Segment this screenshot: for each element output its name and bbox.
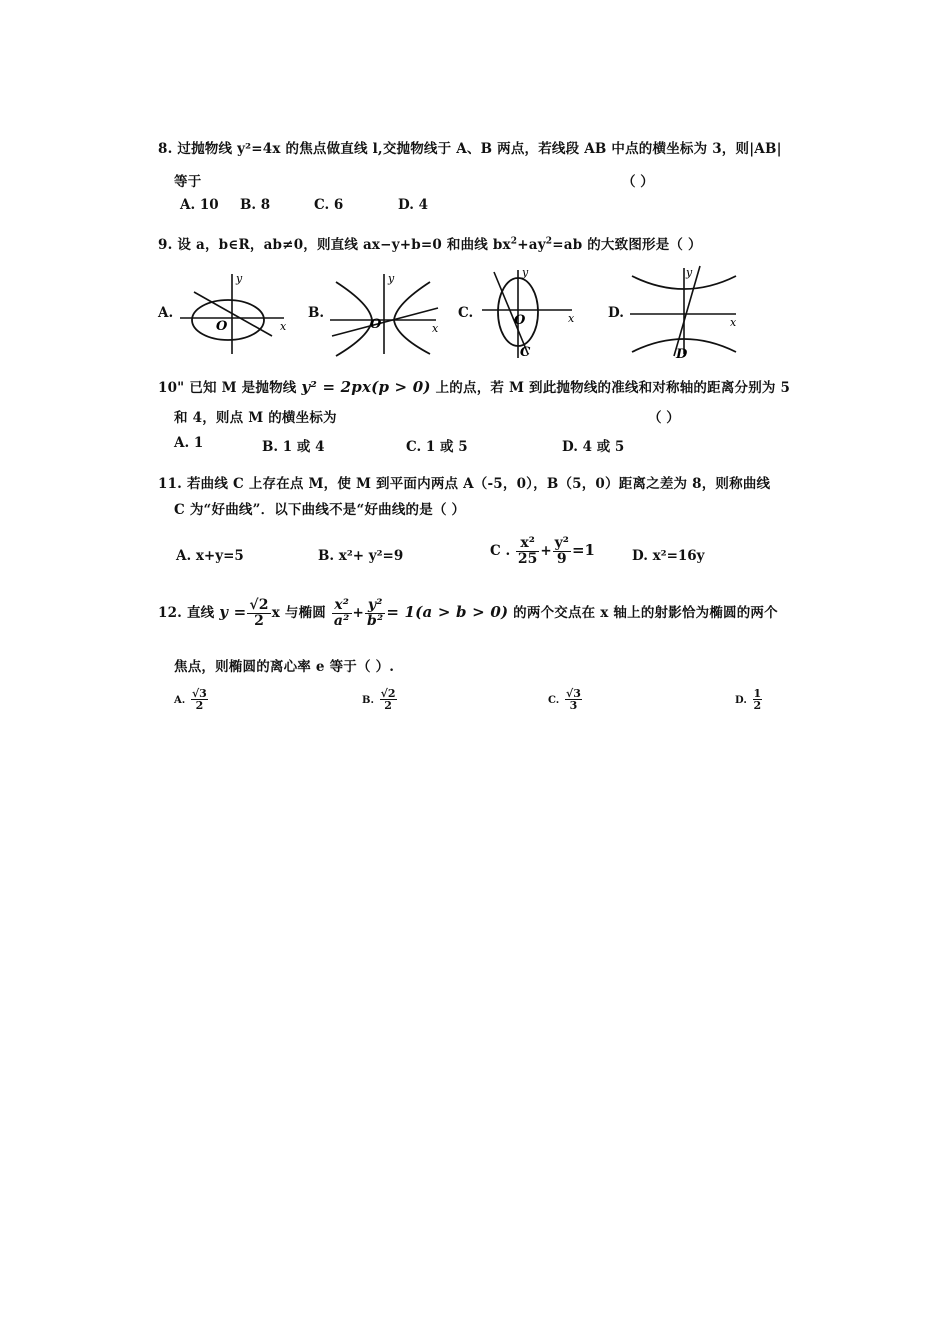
q12-a-label: A. [174, 695, 186, 706]
q12-frac-y [365, 598, 385, 629]
q10-prefix: 10" 已知 M 是抛物线 [158, 380, 297, 396]
q11-option-a: A. x+y=5 [176, 548, 244, 564]
q10-suffix: 上的点，若 M 到此抛物线的准线和对称轴的距离分别为 5 [435, 380, 791, 396]
q12-a-num: √3 [191, 687, 207, 700]
q9c-y-label: y [522, 266, 529, 279]
q9-suffix: =ab 的大致图形是（ ） [552, 237, 702, 253]
q9-label-d: D. [608, 305, 624, 321]
q12-line1 [158, 598, 778, 629]
q9a-origin: O [216, 319, 228, 334]
q9d-x-label: x [730, 316, 737, 329]
q9b-origin: O [370, 317, 382, 332]
q12-slope [247, 598, 270, 629]
q12-a-den: 2 [195, 699, 204, 712]
q9-exp-2: 2 [545, 236, 553, 247]
q9d-point-d: D [676, 347, 688, 362]
q10-answer-paren: （ ） [648, 410, 680, 426]
q9-graph-a [176, 268, 296, 360]
q9-label-b: B. [308, 305, 325, 321]
q12-y2: y² [365, 598, 385, 614]
q9-prefix: 9. 设 a，b∈R，ab≠0，则直线 ax−y+b=0 和曲线 bx [158, 237, 511, 253]
q9-graph-c [476, 262, 586, 362]
q12-c-frac [565, 688, 582, 711]
q12-option-c [548, 688, 583, 711]
q9b-x-label: x [432, 322, 439, 335]
q10-line1 [158, 376, 790, 396]
q12-d-label: D. [735, 695, 747, 706]
q9-exp-1: 2 [510, 236, 518, 247]
q12-b2: b² [367, 613, 384, 629]
q10-line2: 和 4，则点 M 的横坐标为 [174, 410, 337, 426]
q9c-x-label: x [568, 312, 575, 325]
q11-option-c [490, 536, 595, 567]
q9d-y-label: y [686, 266, 693, 279]
q12-plus: + [352, 605, 365, 621]
q9-label-c: C. [458, 305, 474, 321]
q8-option-d: D. 4 [398, 197, 429, 213]
q12-option-b [362, 688, 398, 711]
q9-line [158, 233, 702, 253]
q8-answer-paren: （ ） [622, 174, 654, 190]
q12-c-den: 3 [569, 699, 578, 712]
q12-cond: = 1(a > b > 0) [386, 603, 509, 621]
q12-frac-x [332, 598, 352, 629]
q9a-y-label: y [236, 272, 243, 285]
q11-line2: C 为“好曲线”．以下曲线不是“好曲线的是（ ） [174, 502, 466, 518]
q12-x-text: x 与椭圆 [271, 605, 326, 621]
q12-slope-den: 2 [254, 613, 265, 629]
q8-line1: 8. 过抛物线 y²=4x 的焦点做直线 l,交抛物线于 A、B 两点，若线段 AB 中点的横坐标为 3，则|AB| [158, 141, 782, 157]
q9-label-a: A. [158, 305, 174, 321]
q9-graph-d [626, 262, 746, 362]
q9c-point-c: C [520, 345, 531, 360]
q12-b-num: √2 [380, 687, 396, 700]
q11-option-c-label: C . [490, 543, 511, 559]
q10-formula: y² = 2px(p > 0) [301, 378, 431, 396]
q9-graph-b [326, 268, 446, 360]
q11-c-plus: + [540, 543, 552, 559]
q9a-x-label: x [280, 320, 287, 333]
q11-option-c-frac2 [553, 536, 571, 567]
q10-option-c: C. 1 或 5 [406, 439, 468, 455]
q12-slope-num: √2 [249, 597, 269, 613]
q10-option-d: D. 4 或 5 [562, 439, 625, 455]
q9c-origin: O [514, 313, 526, 328]
q12-y-eq: y = [219, 603, 247, 621]
q11-line1: 11. 若曲线 C 上存在点 M，使 M 到平面内两点 A（-5，0），B（5，0）距离之差为 8，则称曲线 [158, 476, 771, 492]
q12-d-den: 2 [753, 699, 762, 712]
q12-d-frac [753, 688, 763, 711]
q12-prefix: 12. 直线 [158, 605, 215, 621]
q8-line2: 等于 [174, 174, 202, 190]
q12-a2: a² [333, 613, 350, 629]
q12-b-label: B. [362, 695, 374, 706]
q11-option-b: B. x²+ y²=9 [318, 548, 404, 564]
q12-b-frac [380, 688, 397, 711]
q8-option-b: B. 8 [240, 197, 271, 213]
q9-mid: +ay [517, 237, 546, 253]
q8-option-a: A. 10 [180, 197, 219, 213]
q12-x2: x² [332, 598, 352, 614]
q12-option-d [735, 688, 763, 711]
q12-b-den: 2 [384, 699, 392, 712]
q12-d-num: 1 [753, 687, 762, 700]
q11-c-tail: =1 [571, 541, 595, 559]
q11-c-den1: 25 [517, 551, 538, 567]
q12-c-label: C. [548, 695, 560, 706]
q8-option-c: C. 6 [314, 197, 344, 213]
q11-c-den2: 9 [556, 551, 567, 567]
q12-suffix: 的两个交点在 x 轴上的射影恰为椭圆的两个 [513, 605, 778, 621]
q11-option-d: D. x²=16y [632, 548, 705, 564]
q11-c-num2: y² [554, 535, 569, 551]
q10-option-a: A. 1 [174, 435, 204, 451]
q12-line2: 焦点，则椭圆的离心率 e 等于（ ）. [174, 659, 395, 675]
q10-option-b: B. 1 或 4 [262, 439, 325, 455]
q12-a-frac [191, 688, 208, 711]
q11-option-c-frac1 [516, 536, 539, 567]
q12-c-num: √3 [565, 687, 581, 700]
q9b-y-label: y [388, 272, 395, 285]
q11-c-num1: x² [516, 536, 539, 552]
q12-option-a [174, 688, 209, 711]
